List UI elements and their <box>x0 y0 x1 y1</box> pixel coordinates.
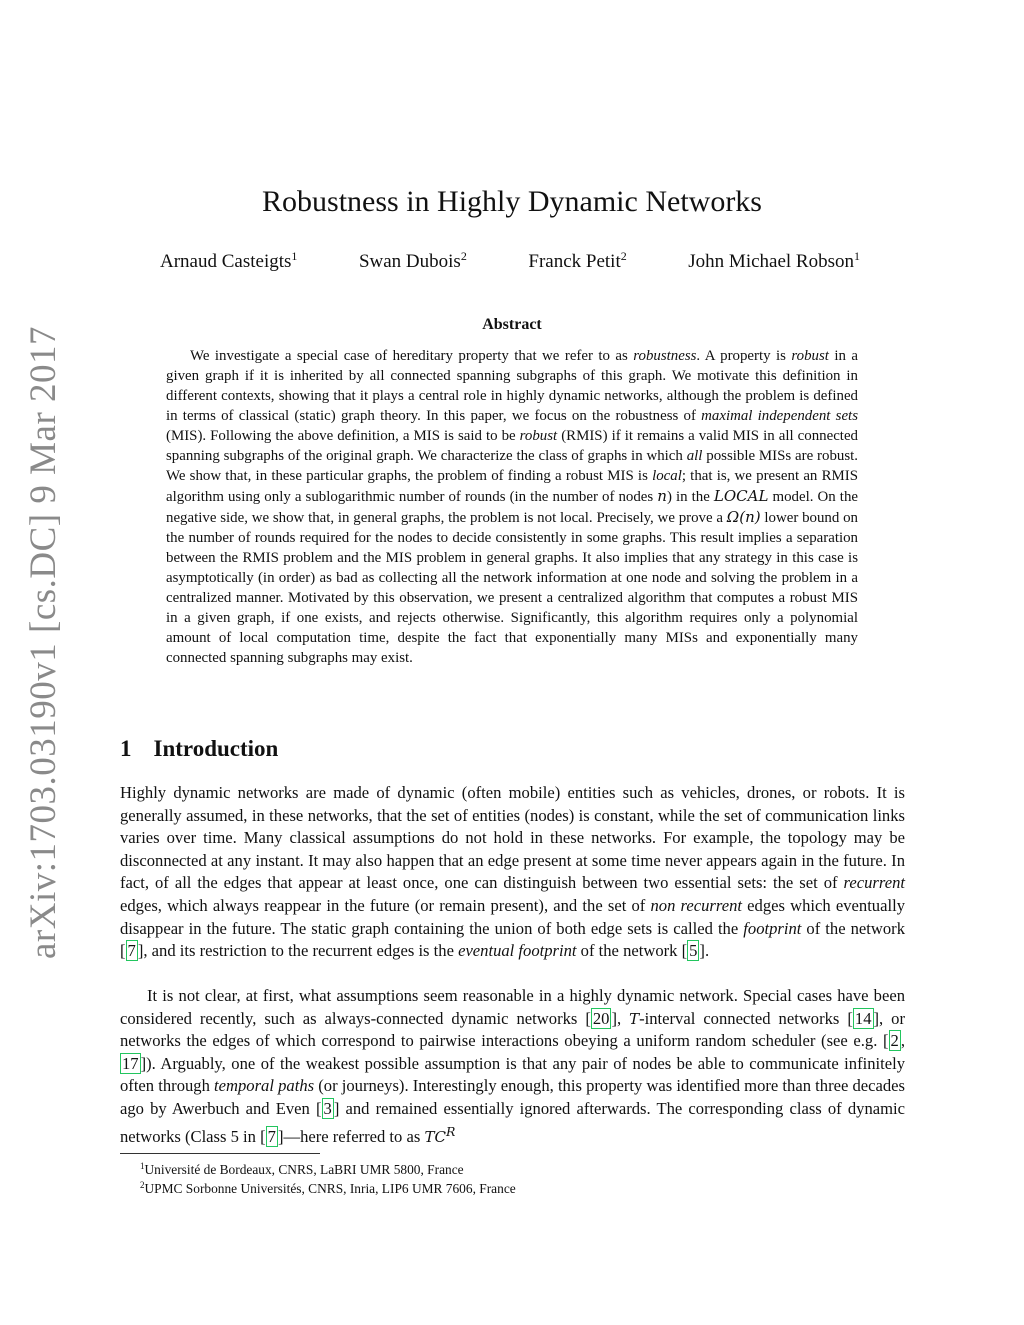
footnote-text: Université de Bordeaux, CNRS, LaBRI UMR 5800, France <box>144 1162 464 1177</box>
paper-title: Robustness in Highly Dynamic Networks <box>262 185 762 218</box>
arxiv-identifier[interactable]: arXiv:1703.03190v1 [cs.DC] 9 Mar 2017 <box>23 325 65 960</box>
footnote-text: UPMC Sorbonne Universités, CNRS, Inria, LIP6 UMR 7606, France <box>144 1181 516 1196</box>
intro-paragraph-2: It is not clear, at first, what assumptions seem reasonable in a highly dynamic network. Special cases have been considered recently, such as always-connected dynamic networks [ 20 ], T-interval connected networks [ 14 ], or networks the edges of which correspond to pairwise interactions obeying a uniform random scheduler (see e.g. [ 2 , 17 ]). Arguably, one of the weakest possible assumption is that any pair of nodes be able to communicate infinitely often through temporal paths (or journeys). Interestingly enough, this property was identified more than three decades ago by Awerbuch and Even [ 3 ] and remained essentially ignored afterwards. The corresponding class of dynamic networks (Class 5 in [ 7 ]—here referred to as $TC^R$ <box>120 986 905 1146</box>
affiliation-mark: 2 <box>460 249 467 263</box>
section-title: Introduction <box>153 736 279 761</box>
citation-link[interactable]: 20 <box>592 1008 610 1028</box>
affiliation-mark: 2 <box>620 249 627 263</box>
author: Arnaud Casteigts$^1$ <box>160 249 298 272</box>
arxiv-sidebar <box>14 325 74 960</box>
abstract-text: We investigate a special case of hereditary property that we refer to as robustness. A property is robust in a given graph if it is inherited by all connected spanning subgraphs of this graph. We motivate this definition in different contexts, showing that it plays a central role in highly dynamic networks, although the problem is defined in terms of classical (static) graph theory. In this paper, we focus on the robustness of maximal independent sets (MIS). Following the above definition, a MIS is said to be robust (RMIS) if it remains a valid MIS in all connected spanning subgraphs of the original graph. We characterize the class of graphs in which all possible MISs are robust. We show that, in these particular graphs, the problem of finding a robust MIS is local; that is, we present an RMIS algorithm using only a sublogarithmic number of rounds (in the number of nodes n) in the LOCAL model. On the negative side, we show that, in general graphs, the problem is not local. Precisely, we prove a Ω(n) lower bound on the number of rounds required for the nodes to decide consistently in some graphs. This result implies a separation between the RMIS problem and the MIS problem in general graphs. It also implies that any strategy in this case is asymptotically (in order) as bad as collecting all the network information at one node and solving the problem in a centralized manner. Motivated by this observation, we present a centralized algorithm that computes a robust MIS in a given graph, if one exists, and rejects otherwise. Significantly, this algorithm requires only a polynomial amount of local computation time, despite the fact that exponentially many MISs and exponentially many connected spanning subgraphs may exist. <box>166 348 858 666</box>
intro-paragraph-1: Highly dynamic networks are made of dynamic (often mobile) entities such as vehicles, drones, or robots. It is generally assumed, in these networks, that the set of entities (nodes) is constant, while the set of communication links varies over time. Many classical assumptions do not hold in these networks. For example, the topology may be disconnected at any instant. It may also happen that an edge present at some time never appears again in the future. In fact, of all the edges that appear at least once, one can distinguish between two essential sets: the set of recurrent edges, which always reappear in the future (or remain present), and the set of non recurrent edges which eventually disappear in the future. The static graph containing the union of both edge sets is called the footprint of the network [ 7 ], and its restriction to the recurrent edges is the eventual footprint of the network [ 5 ]. <box>120 783 905 961</box>
math-class-tcr: $TC^R$ <box>424 1123 456 1146</box>
section-number: 1 <box>120 736 132 761</box>
footnote-divider <box>120 1153 320 1154</box>
math-t: T <box>629 1009 640 1028</box>
author: Swan Dubois$^2$ <box>358 249 467 272</box>
citation-link[interactable]: 3 <box>323 1098 332 1118</box>
footnote-mark: 2 <box>140 1180 145 1190</box>
author: Franck Petit$^2$ <box>528 249 627 272</box>
footnote-2 <box>140 1176 516 1198</box>
citation-link[interactable]: 5 <box>689 941 698 961</box>
math-omega-n: Ω(n) <box>726 508 761 526</box>
citation-link[interactable]: 7 <box>127 941 136 961</box>
abstract-heading: Abstract <box>482 316 542 333</box>
citation-link[interactable]: 7 <box>267 1126 276 1146</box>
author-list <box>160 243 860 275</box>
affiliation-mark: 1 <box>854 249 860 263</box>
citation-link[interactable]: 14 <box>854 1008 872 1028</box>
citation-link[interactable]: 2 <box>890 1031 899 1051</box>
citation-link[interactable]: 17 <box>122 1053 139 1073</box>
math-n: n <box>657 487 667 505</box>
math-local-model: LOCAL <box>713 487 769 505</box>
affiliation-mark: 1 <box>291 249 298 263</box>
section-heading-introduction <box>120 734 278 764</box>
footnote-mark: 1 <box>140 1161 145 1171</box>
author: John Michael Robson$^1$ <box>688 249 860 272</box>
